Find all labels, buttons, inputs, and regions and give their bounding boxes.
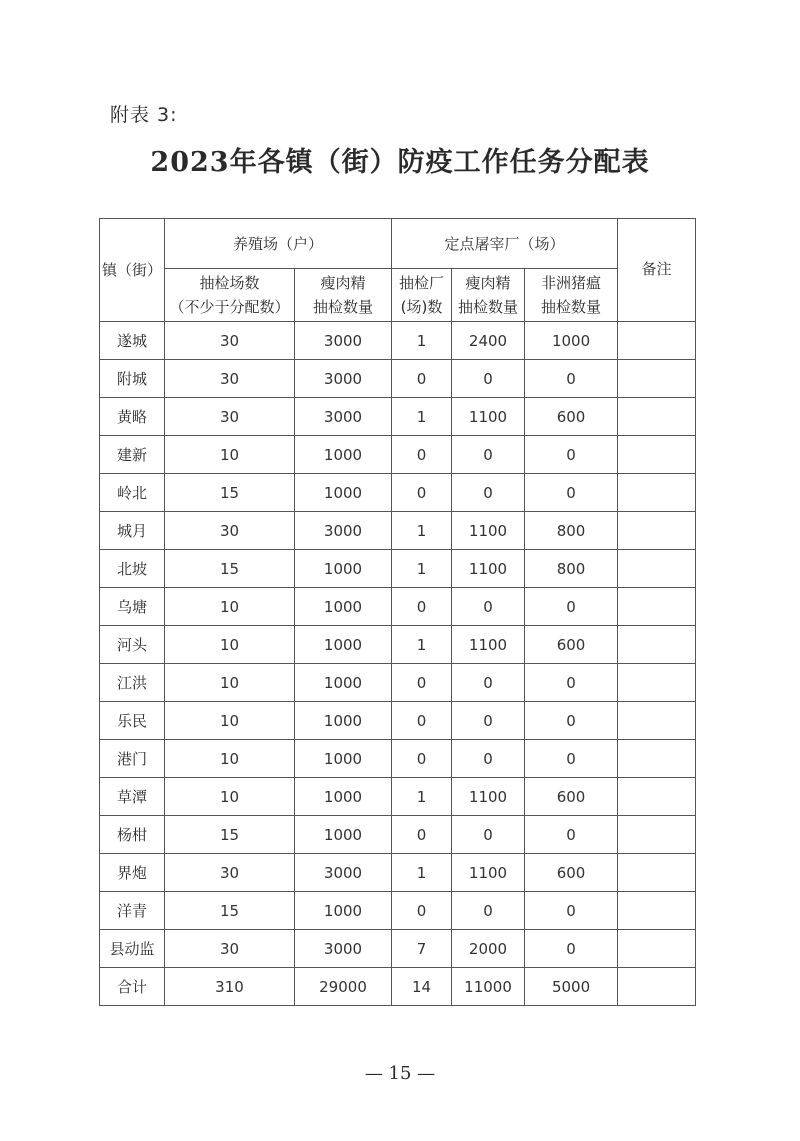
farm-clenbuterol-cell: 1000 [295, 436, 392, 474]
town-cell: 建新 [100, 436, 165, 474]
asf-count-cell: 0 [525, 702, 618, 740]
header-farm-clenbuterol: 瘦肉精 抽检数量 [295, 269, 392, 322]
farm-inspect-count-cell: 15 [165, 816, 295, 854]
farm-clenbuterol-cell: 1000 [295, 892, 392, 930]
slaughter-clenbuterol-cell: 2400 [452, 322, 525, 360]
farm-clenbuterol-cell: 1000 [295, 550, 392, 588]
asf-count-cell: 600 [525, 778, 618, 816]
town-cell: 岭北 [100, 474, 165, 512]
town-cell: 遂城 [100, 322, 165, 360]
remarks-cell [618, 930, 696, 968]
asf-count-cell: 0 [525, 360, 618, 398]
asf-count-cell: 0 [525, 892, 618, 930]
town-cell: 洋青 [100, 892, 165, 930]
table-row [100, 626, 696, 664]
farm-clenbuterol-cell: 1000 [295, 588, 392, 626]
slaughter-inspect-count-cell: 7 [392, 930, 452, 968]
slaughter-inspect-count-cell: 1 [392, 854, 452, 892]
slaughter-inspect-count-cell: 0 [392, 740, 452, 778]
slaughter-clenbuterol-cell: 0 [452, 588, 525, 626]
remarks-cell [618, 626, 696, 664]
farm-inspect-count-cell: 15 [165, 892, 295, 930]
slaughter-inspect-count-cell: 1 [392, 778, 452, 816]
table-row [100, 550, 696, 588]
farm-inspect-count-cell: 310 [165, 968, 295, 1006]
remarks-cell [618, 816, 696, 854]
slaughter-inspect-count-cell: 0 [392, 664, 452, 702]
slaughter-inspect-count-cell: 1 [392, 322, 452, 360]
asf-count-cell: 1000 [525, 322, 618, 360]
farm-clenbuterol-cell: 3000 [295, 398, 392, 436]
slaughter-clenbuterol-cell: 1100 [452, 398, 525, 436]
slaughter-inspect-count-cell: 0 [392, 474, 452, 512]
remarks-cell [618, 588, 696, 626]
asf-count-cell: 0 [525, 588, 618, 626]
slaughter-clenbuterol-cell: 0 [452, 702, 525, 740]
remarks-cell [618, 512, 696, 550]
farm-inspect-count-cell: 15 [165, 474, 295, 512]
town-cell: 县动监 [100, 930, 165, 968]
farm-inspect-count-cell: 10 [165, 702, 295, 740]
remarks-cell [618, 436, 696, 474]
farm-inspect-count-cell: 10 [165, 664, 295, 702]
asf-count-cell: 0 [525, 930, 618, 968]
table-row [100, 664, 696, 702]
asf-count-cell: 600 [525, 626, 618, 664]
slaughter-inspect-count-cell: 0 [392, 588, 452, 626]
remarks-cell [618, 360, 696, 398]
slaughter-inspect-count-cell: 1 [392, 626, 452, 664]
slaughter-inspect-count-cell: 0 [392, 816, 452, 854]
farm-clenbuterol-cell: 1000 [295, 740, 392, 778]
table-row [100, 968, 696, 1006]
farm-clenbuterol-cell: 1000 [295, 778, 392, 816]
slaughter-clenbuterol-cell: 1100 [452, 778, 525, 816]
slaughter-clenbuterol-cell: 1100 [452, 512, 525, 550]
header-farm-inspect-count: 抽检场数 （不少于分配数） [165, 269, 295, 322]
remarks-cell [618, 892, 696, 930]
remarks-cell [618, 778, 696, 816]
asf-count-cell: 0 [525, 664, 618, 702]
slaughter-clenbuterol-cell: 0 [452, 664, 525, 702]
slaughter-inspect-count-cell: 1 [392, 512, 452, 550]
header-slaughter-clenbuterol: 瘦肉精 抽检数量 [452, 269, 525, 322]
remarks-cell [618, 474, 696, 512]
table-row [100, 740, 696, 778]
farm-clenbuterol-cell: 29000 [295, 968, 392, 1006]
farm-inspect-count-cell: 10 [165, 778, 295, 816]
slaughter-clenbuterol-cell: 0 [452, 892, 525, 930]
farm-clenbuterol-cell: 1000 [295, 702, 392, 740]
header-slaughter-inspect-count: 抽检厂 (场)数 [392, 269, 452, 322]
allocation-table [99, 218, 696, 1006]
slaughter-clenbuterol-cell: 11000 [452, 968, 525, 1006]
asf-count-cell: 800 [525, 512, 618, 550]
farm-inspect-count-cell: 10 [165, 626, 295, 664]
attachment-label: 附表 3: [110, 104, 178, 126]
slaughter-inspect-count-cell: 0 [392, 892, 452, 930]
remarks-cell [618, 854, 696, 892]
slaughter-clenbuterol-cell: 1100 [452, 626, 525, 664]
town-cell: 江洪 [100, 664, 165, 702]
farm-inspect-count-cell: 10 [165, 740, 295, 778]
slaughter-clenbuterol-cell: 2000 [452, 930, 525, 968]
slaughter-inspect-count-cell: 14 [392, 968, 452, 1006]
remarks-cell [618, 702, 696, 740]
slaughter-clenbuterol-cell: 0 [452, 360, 525, 398]
farm-clenbuterol-cell: 3000 [295, 930, 392, 968]
farm-clenbuterol-cell: 1000 [295, 816, 392, 854]
farm-inspect-count-cell: 15 [165, 550, 295, 588]
town-cell: 城月 [100, 512, 165, 550]
town-cell: 乌塘 [100, 588, 165, 626]
asf-count-cell: 600 [525, 854, 618, 892]
header-farm-group: 养殖场（户） [165, 219, 392, 269]
table-row [100, 930, 696, 968]
slaughter-clenbuterol-cell: 0 [452, 474, 525, 512]
header-remarks: 备注 [618, 219, 696, 322]
farm-clenbuterol-cell: 3000 [295, 360, 392, 398]
table-row [100, 778, 696, 816]
slaughter-inspect-count-cell: 1 [392, 550, 452, 588]
town-cell: 附城 [100, 360, 165, 398]
town-cell: 港门 [100, 740, 165, 778]
table-row [100, 588, 696, 626]
remarks-cell [618, 322, 696, 360]
asf-count-cell: 0 [525, 436, 618, 474]
farm-clenbuterol-cell: 3000 [295, 854, 392, 892]
slaughter-clenbuterol-cell: 1100 [452, 550, 525, 588]
table-row [100, 474, 696, 512]
farm-inspect-count-cell: 10 [165, 436, 295, 474]
asf-count-cell: 5000 [525, 968, 618, 1006]
remarks-cell [618, 550, 696, 588]
farm-inspect-count-cell: 30 [165, 398, 295, 436]
farm-inspect-count-cell: 30 [165, 360, 295, 398]
table-row [100, 702, 696, 740]
table-row [100, 360, 696, 398]
farm-inspect-count-cell: 30 [165, 322, 295, 360]
farm-clenbuterol-cell: 3000 [295, 512, 392, 550]
table-row [100, 816, 696, 854]
slaughter-clenbuterol-cell: 0 [452, 740, 525, 778]
town-cell: 黄略 [100, 398, 165, 436]
remarks-cell [618, 968, 696, 1006]
town-cell: 河头 [100, 626, 165, 664]
town-cell: 界炮 [100, 854, 165, 892]
slaughter-inspect-count-cell: 0 [392, 436, 452, 474]
farm-clenbuterol-cell: 3000 [295, 322, 392, 360]
farm-clenbuterol-cell: 1000 [295, 474, 392, 512]
asf-count-cell: 0 [525, 816, 618, 854]
remarks-cell [618, 664, 696, 702]
table-row [100, 398, 696, 436]
header-town: 镇（街） [100, 219, 165, 322]
town-cell: 合计 [100, 968, 165, 1006]
remarks-cell [618, 398, 696, 436]
slaughter-clenbuterol-cell: 1100 [452, 854, 525, 892]
slaughter-inspect-count-cell: 1 [392, 398, 452, 436]
table-row [100, 436, 696, 474]
page-number: — 15 — [364, 1063, 436, 1084]
town-cell: 乐民 [100, 702, 165, 740]
asf-count-cell: 600 [525, 398, 618, 436]
slaughter-inspect-count-cell: 0 [392, 360, 452, 398]
farm-clenbuterol-cell: 1000 [295, 664, 392, 702]
table-row [100, 892, 696, 930]
asf-count-cell: 800 [525, 550, 618, 588]
asf-count-cell: 0 [525, 740, 618, 778]
header-slaughter-group: 定点屠宰厂（场） [392, 219, 618, 269]
table-row [100, 854, 696, 892]
farm-inspect-count-cell: 10 [165, 588, 295, 626]
farm-inspect-count-cell: 30 [165, 512, 295, 550]
asf-count-cell: 0 [525, 474, 618, 512]
town-cell: 草潭 [100, 778, 165, 816]
header-asf-count: 非洲猪瘟 抽检数量 [525, 269, 618, 322]
slaughter-inspect-count-cell: 0 [392, 702, 452, 740]
slaughter-clenbuterol-cell: 0 [452, 436, 525, 474]
town-cell: 北坡 [100, 550, 165, 588]
farm-inspect-count-cell: 30 [165, 854, 295, 892]
table-row [100, 322, 696, 360]
slaughter-clenbuterol-cell: 0 [452, 816, 525, 854]
table-row [100, 512, 696, 550]
town-cell: 杨柑 [100, 816, 165, 854]
remarks-cell [618, 740, 696, 778]
page-title: 2023年各镇（街）防疫工作任务分配表 [150, 147, 650, 178]
farm-inspect-count-cell: 30 [165, 930, 295, 968]
farm-clenbuterol-cell: 1000 [295, 626, 392, 664]
